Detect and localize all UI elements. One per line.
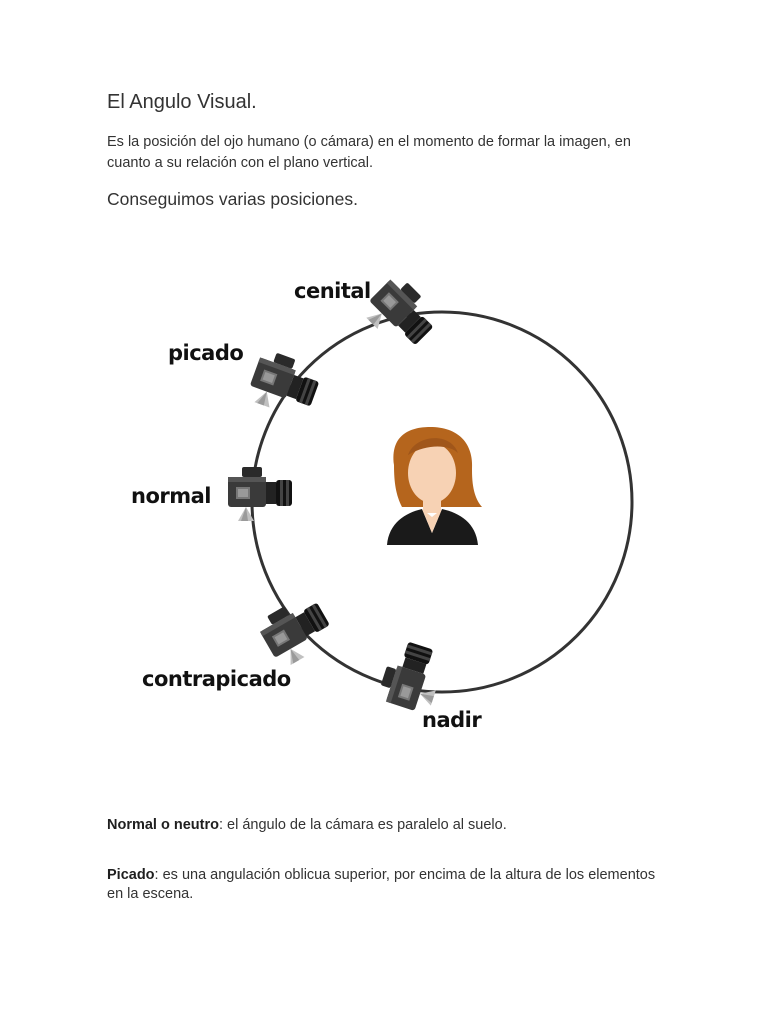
label-picado: picado [168, 341, 244, 365]
paragraph-normal [107, 816, 667, 835]
label-cenital: cenital [294, 279, 371, 303]
camera-icon-normal [228, 467, 292, 521]
intro-paragraph: Es la posición del ojo humano (o cámara) en el momento de formar la imagen, en cuanto a su relación con el plano vertical. [107, 134, 631, 171]
term-picado: Picado [107, 867, 155, 883]
definition-normal: : el ángulo de la cámara es paralelo al suelo. [218, 817, 507, 833]
camera-icon-picado [245, 348, 324, 421]
page-title: El Angulo Visual. [107, 91, 257, 113]
term-normal: Normal o neutro [107, 817, 219, 833]
label-contrapicado: contrapicado [142, 667, 291, 691]
definition-picado: : es una angulación oblicua superior, por encima de la altura de los elementos en la escena. [107, 867, 656, 902]
camera-icon-nadir [376, 638, 447, 716]
paragraph-picado [107, 866, 667, 904]
label-normal: normal [131, 484, 211, 508]
subheading: Conseguimos varias posiciones. [107, 189, 358, 209]
label-nadir: nadir [422, 708, 482, 732]
camera-icon-contrapicado [255, 591, 337, 670]
camera-icon-cenital [359, 272, 442, 355]
camera-angle-diagram [110, 255, 650, 745]
person-icon [387, 427, 482, 545]
